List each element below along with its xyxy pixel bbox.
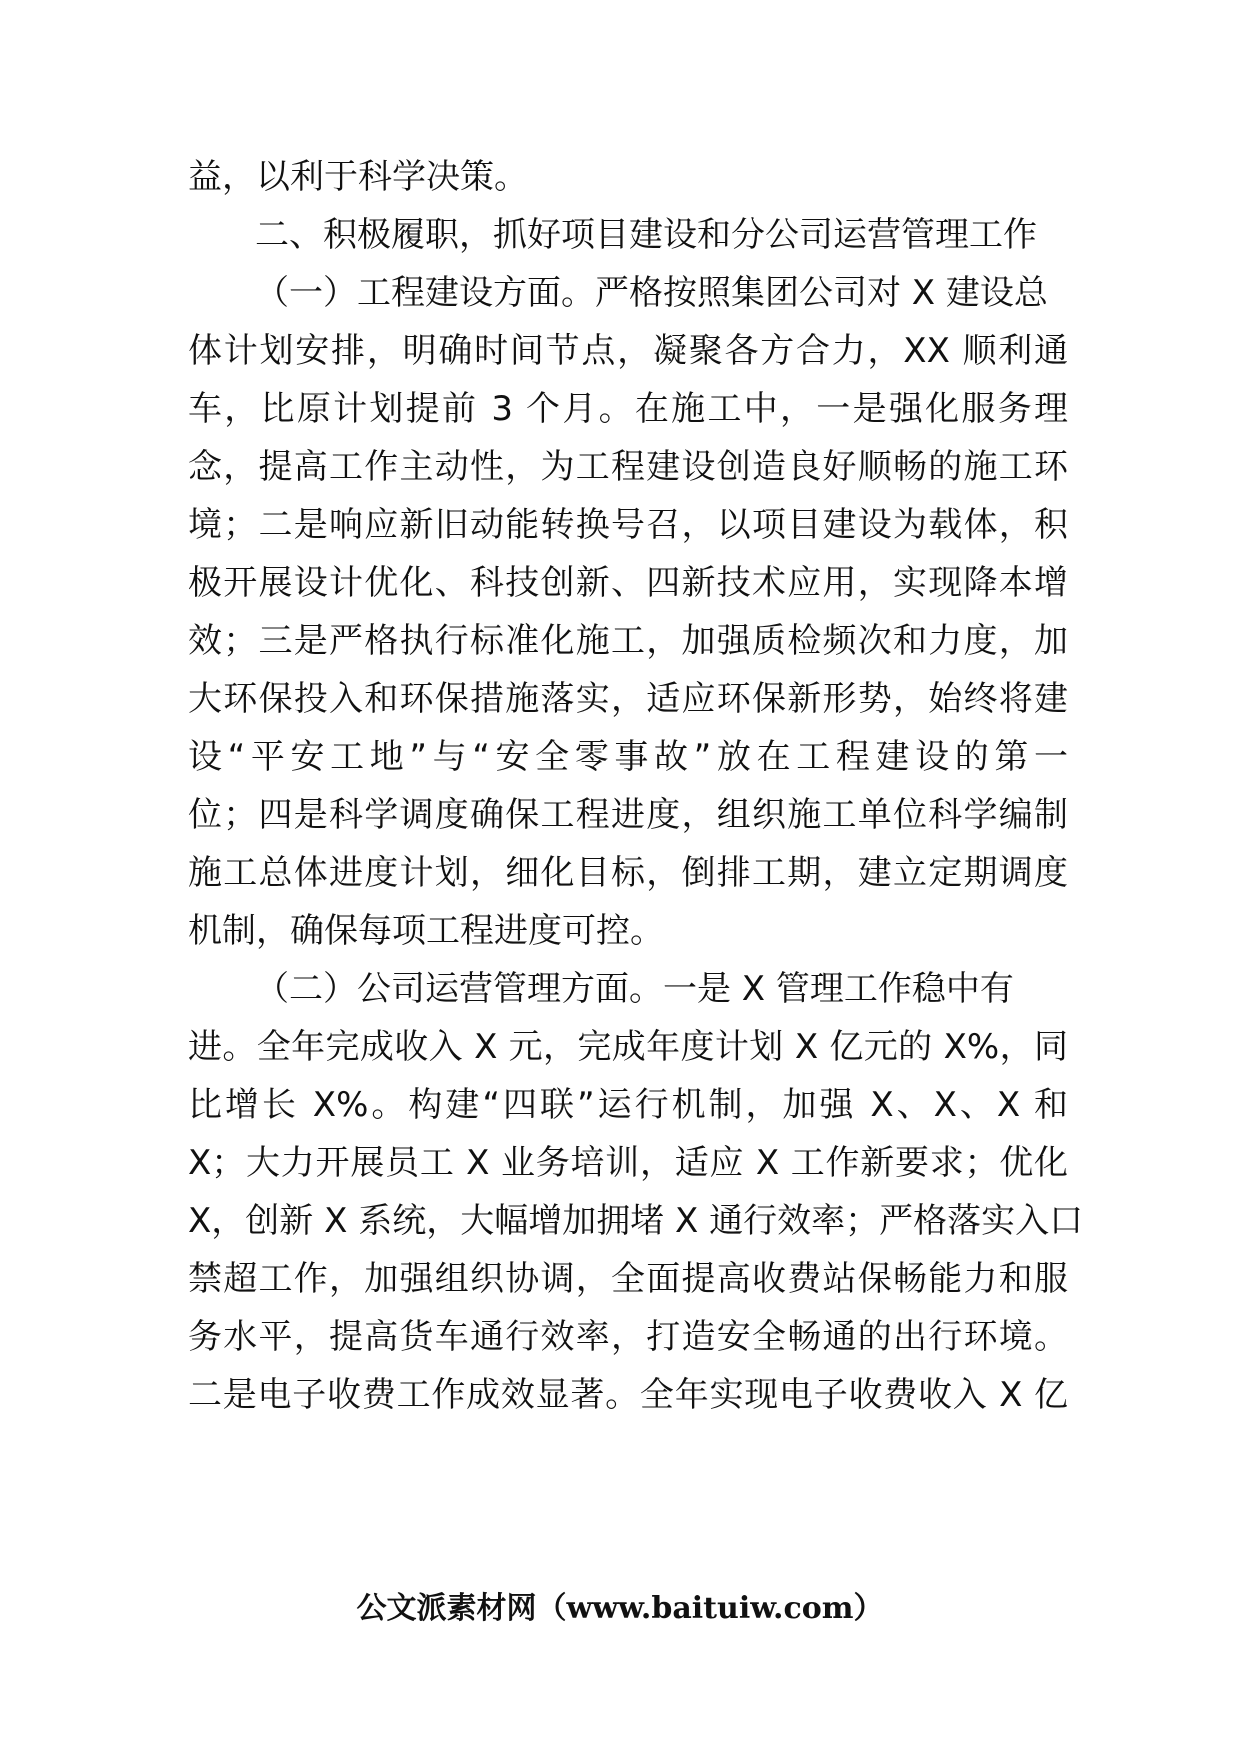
paragraph-line-20: 禁超工作，加强组织协调，全面提高收费站保畅能力和服 (188, 1259, 1068, 1299)
paragraph-line-11: 设“平安工地”与“安全零事故”放在工程建设的第一 (188, 737, 1068, 777)
paragraph-line-8: 极开展设计优化、科技创新、四新技术应用，实现降本增 (188, 563, 1068, 603)
paragraph-line-12: 位；四是科学调度确保工程进度，组织施工单位科学编制 (188, 795, 1068, 835)
paragraph-line-14: 机制，确保每项工程进度可控。 (188, 911, 664, 951)
paragraph-line-16: 进。全年完成收入 X 元，完成年度计划 X 亿元的 X%，同 (188, 1027, 1068, 1067)
paragraph-line-7: 境；二是响应新旧动能转换号召，以项目建设为载体，积 (188, 505, 1068, 545)
paragraph-line-9: 效；三是严格执行标准化施工，加强质检频次和力度，加 (188, 621, 1068, 661)
paragraph-line-13: 施工总体进度计划，细化目标，倒排工期，建立定期调度 (188, 853, 1068, 893)
paragraph-line-18: X；大力开展员工 X 业务培训，适应 X 工作新要求；优化 (188, 1143, 1068, 1183)
paragraph-line-5: 车，比原计划提前 3 个月。在施工中，一是强化服务理 (188, 389, 1068, 429)
paragraph-line-6: 念，提高工作主动性，为工程建设创造良好顺畅的施工环 (188, 447, 1068, 487)
paragraph-line-15: （二）公司运营管理方面。一是 X 管理工作稳中有 (255, 969, 1014, 1009)
paragraph-line-4: 体计划安排，明确时间节点，凝聚各方合力，XX 顺利通 (188, 331, 1068, 371)
paragraph-line-1: 益，以利于科学决策。 (188, 157, 528, 197)
paragraph-line-10: 大环保投入和环保措施落实，适应环保新形势，始终将建 (188, 679, 1068, 719)
section-heading: 二、积极履职，抓好项目建设和分公司运营管理工作 (255, 215, 1037, 255)
paragraph-line-17: 比增长 X%。构建“四联”运行机制，加强 X、X、X 和 (188, 1085, 1068, 1125)
paragraph-line-3: （一）工程建设方面。严格按照集团公司对 X 建设总 (255, 273, 1048, 313)
paragraph-line-19: X，创新 X 系统，大幅增加拥堵 X 通行效率；严格落实入口 (188, 1201, 1084, 1241)
footer-watermark-text: 公文派素材网（www.baituiw.com） (356, 1591, 884, 1626)
paragraph-line-21: 务水平，提高货车通行效率，打造安全畅通的出行环境。 (188, 1317, 1068, 1357)
paragraph-line-22: 二是电子收费工作成效显著。全年实现电子收费收入 X 亿 (188, 1375, 1068, 1415)
